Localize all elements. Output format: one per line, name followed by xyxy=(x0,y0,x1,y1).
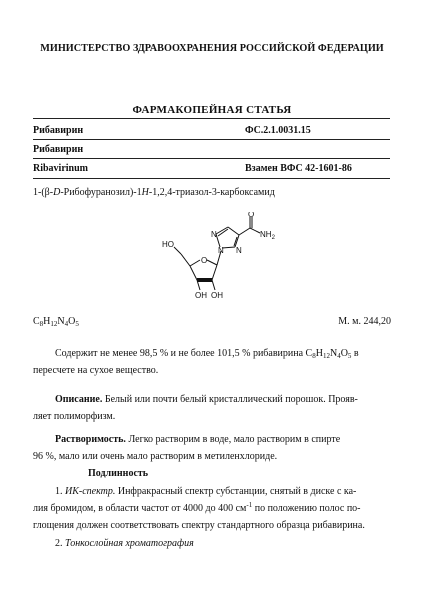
assay-formula-n-count: 4 xyxy=(337,352,341,360)
solubility-line-2: 96 %, мало или очень мало растворим в метиленхлориде. xyxy=(33,451,278,462)
formula-o: O xyxy=(68,316,76,327)
molecular-formula xyxy=(33,316,79,327)
ir-unit-sup: -1 xyxy=(246,501,253,509)
assay-formula-h: H xyxy=(315,348,323,359)
tlc-number: 2. xyxy=(55,538,63,549)
molecular-mass: М. м. 244,20 xyxy=(338,316,391,327)
description-line-2: ляет полиморфизм. xyxy=(33,411,116,422)
formula-n: N xyxy=(57,316,65,327)
chem-name-suffix: -1,2,4-триазол-3-карбоксамид xyxy=(148,187,275,198)
article-title: ФАРМАКОПЕЙНАЯ СТАТЬЯ xyxy=(132,104,292,116)
structural-formula xyxy=(150,212,280,302)
assay-line-1 xyxy=(55,345,359,363)
assay-formula-h-count: 12 xyxy=(322,352,330,360)
ir-line-1 xyxy=(55,483,356,501)
solubility-line-1 xyxy=(55,431,340,449)
structure-ho: HO xyxy=(162,240,174,249)
chem-name-d: D xyxy=(53,187,61,198)
article-code: ФС.2.1.0031.15 xyxy=(245,125,311,136)
assay-tail: в xyxy=(353,348,359,359)
identity-heading: Подлинность xyxy=(88,468,149,479)
assay-formula-c-count: 8 xyxy=(312,352,316,360)
structure-oh-2: OH xyxy=(211,291,223,300)
assay-line-2: пересчете на сухое вещество. xyxy=(33,365,159,376)
description-text: Белый или почти белый кристаллический порошок. Прояв- xyxy=(104,394,358,405)
structure-oh-1: OH xyxy=(195,291,207,300)
name-ru: Рибавирин xyxy=(33,125,84,136)
description-line-1 xyxy=(55,391,358,409)
ir-text-2b: по положению полос по- xyxy=(254,503,361,514)
header-divider-4 xyxy=(33,178,390,179)
formula-c-count: 8 xyxy=(39,320,44,328)
chem-name-prefix: 1-(β- xyxy=(33,187,54,198)
structure-carbonyl-o: O xyxy=(248,212,255,219)
structure-nh2: $NH_2$ xyxy=(260,230,275,241)
structure-ring-o: O xyxy=(201,256,208,265)
header-divider-1 xyxy=(33,118,390,119)
name-latin: Ribavirinum xyxy=(33,163,89,174)
assay-formula-o-count: 5 xyxy=(347,352,352,360)
chemical-name xyxy=(33,187,275,198)
tlc-label: Тонкослойная хроматография xyxy=(65,538,194,549)
assay-formula-n: N xyxy=(329,348,338,359)
structure-n3: N xyxy=(218,246,224,255)
ir-label: ИК-спектр. xyxy=(65,486,116,497)
formula-h-count: 12 xyxy=(50,320,58,328)
assay-formula-o: O xyxy=(340,348,348,359)
solubility-text: Легко растворим в воде, мало растворим в спирте xyxy=(128,434,341,445)
description-label: Описание. xyxy=(55,394,103,405)
tlc-line xyxy=(55,535,194,553)
name-ru-2: Рибавирин xyxy=(33,144,84,155)
formula-n-count: 4 xyxy=(64,320,69,328)
formula-o-count: 5 xyxy=(75,320,79,328)
structure-n1: N xyxy=(211,230,217,239)
solubility-label: Растворимость. xyxy=(55,434,126,445)
ir-text: Инфракрасный спектр субстанции, снятый в диске с ка- xyxy=(117,486,357,497)
structure-n2: N xyxy=(236,246,242,255)
replaces-note: Взамен ВФС 42-1601-86 xyxy=(245,163,352,174)
chem-name-h: H xyxy=(141,187,149,198)
assay-text: Содержит не менее 98,5 % и не более 101,5 % рибавирина C xyxy=(55,348,313,359)
ir-number: 1. xyxy=(55,486,63,497)
ir-line-2 xyxy=(33,500,361,518)
header-divider-2 xyxy=(33,139,390,140)
ir-text-2a: лия бромидом, в области частот от 4000 до 400 см xyxy=(33,503,247,514)
chem-name-mid: -Рибофуранозил)-1 xyxy=(60,187,142,198)
formula-h: H xyxy=(43,316,51,327)
ir-line-3: глощения должен соответствовать спектру стандартного образца рибавирина. xyxy=(33,520,365,531)
ministry-title: МИНИСТЕРСТВО ЗДРАВООХРАНЕНИЯ РОССИЙСКОЙ ФЕДЕРАЦИИ xyxy=(40,43,384,54)
header-divider-3 xyxy=(33,158,390,159)
formula-c: C xyxy=(33,316,40,327)
